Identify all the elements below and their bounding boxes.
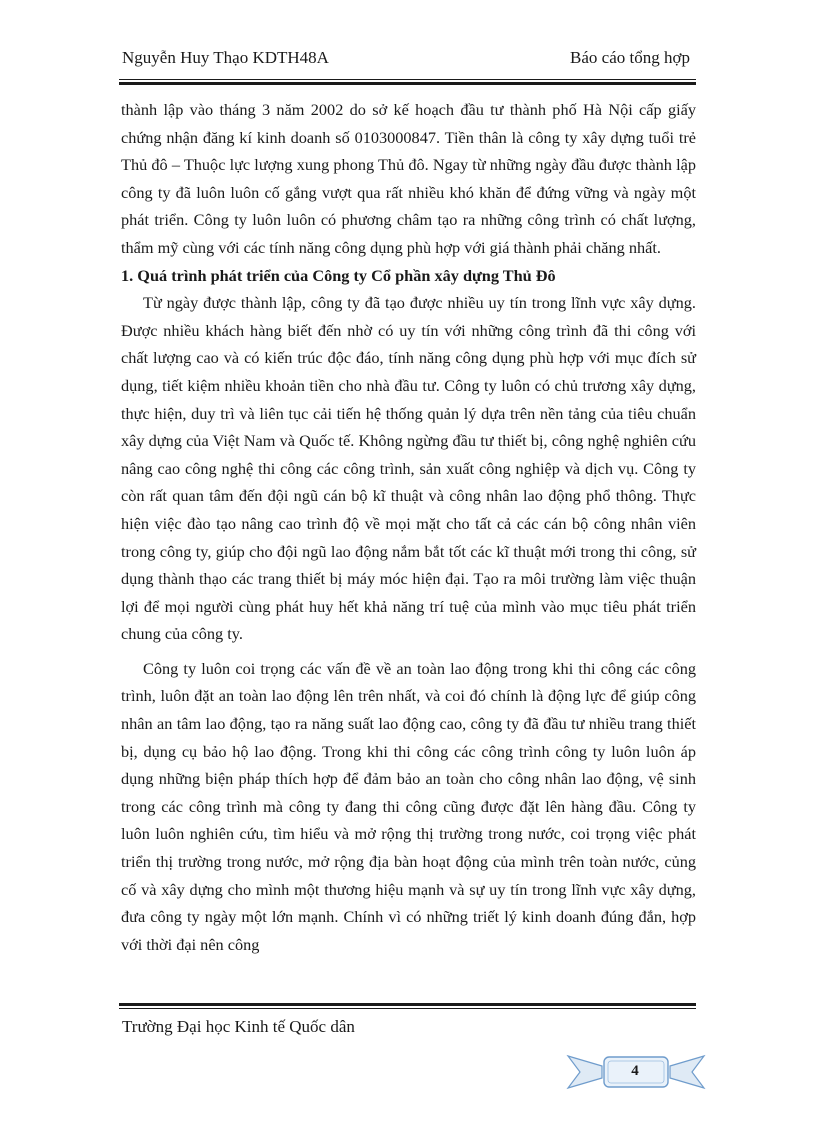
section-heading: 1. Quá trình phát triển của Công ty Cổ phần xây dựng Thủ Đô — [121, 265, 556, 285]
header-rule-bottom — [119, 82, 696, 85]
footer-institution: Trường Đại học Kinh tế Quốc dân — [122, 1017, 355, 1036]
paragraph-safety: Công ty luôn coi trọng các vấn đề về an toàn lao động trong khi thi công các công trình, luôn đặt an toàn lao động lên trên nhất, và coi đó chính là động lực để giúp công nhân an tâm lao động, tạo ra năng suất lao động cao, công ty đã đầu tư nhiều trang thiết bị, dụng cụ bảo hộ lao động. Trong khi thi công các công trình công ty luôn luôn áp dụng những biện pháp thích hợp để đảm bảo an toàn cho công nhân lao động, vệ sinh trong các công trình mà công ty đang thi công cũng được đặt lên hàng đầu. Công ty luôn luôn nghiên cứu, tìm hiểu và mở rộng thị trường trong nước, coi trọng việc phát triển thị trường trong nước, mở rộng địa bàn hoạt động của mình trên toàn nước, củng cố và xây dựng cho mình một thương hiệu mạnh và sự uy tín trong lĩnh vực xây dựng, đưa công ty ngày một lớn mạnh. Chính vì có những triết lý kinh doanh đúng đắn, hợp với thời đại nên công — [121, 658, 696, 954]
paragraph-development: Từ ngày được thành lập, công ty đã tạo được nhiều uy tín trong lĩnh vực xây dựng. Được nhiều khách hàng biết đến nhờ có uy tín với những công trình đã thi công với chất lượng cao và có kiến trúc độc đáo, tính năng công dụng phù hợp với mục đích sử dụng, tiết kiệm nhiều khoản tiền cho nhà đầu tư. Công ty luôn có chủ trương xây dựng, thực hiện, duy trì và liên tục cải tiến hệ thống quản lý dựa trên nền tảng của tiêu chuẩn xây dựng của Việt Nam và Quốc tế. Không ngừng đầu tư thiết bị, công nghệ nghiên cứu nâng cao công nghệ thi công các công trình, sản xuất công nghiệp và dịch vụ. Công ty còn rất quan tâm đến đội ngũ cán bộ kĩ thuật và công nhân lao động phổ thông. Thực hiện việc đào tạo nâng cao trình độ về mọi mặt cho tất cả các cán bộ công nhân viên trong công ty, giúp cho đội ngũ lao động nắm bắt tốt các kĩ thuật mới trong thi công, sử dụng thành thạo các trang thiết bị máy móc hiện đại. Tạo ra môi trường làm việc thuận lợi để mọi người cùng phát huy hết khả năng trí tuệ của mình vào mục tiêu phát triển chung của công ty. — [121, 293, 696, 644]
header-rule-top — [119, 79, 696, 80]
page-number: 4 — [631, 1063, 639, 1079]
footer-rule-bottom — [119, 1008, 696, 1009]
footer-rule-top — [119, 1003, 696, 1006]
document-body — [121, 96, 696, 958]
header-title: Báo cáo tổng hợp — [570, 48, 690, 67]
header-author: Nguyễn Huy Thạo KDTH48A — [122, 48, 329, 67]
intro-paragraph: thành lập vào tháng 3 năm 2002 do sở kế hoạch đầu tư thành phố Hà Nội cấp giấy chứng nhận đăng kí kinh doanh số 0103000847. Tiền thân là công ty xây dựng tuổi trẻ Thủ đô – Thuộc lực lượng xung phong Thủ đô. Ngay từ những ngày đầu được thành lập công ty đã luôn luôn cố gắng vượt qua rất nhiều khó khăn để đứng vững và ngày một phát triển. Công ty luôn luôn có phương châm tạo ra những công trình có chất lượng, thẩm mỹ cùng với các tính năng công dụng phù hợp với giá thành phải chăng nhất. — [121, 100, 696, 257]
